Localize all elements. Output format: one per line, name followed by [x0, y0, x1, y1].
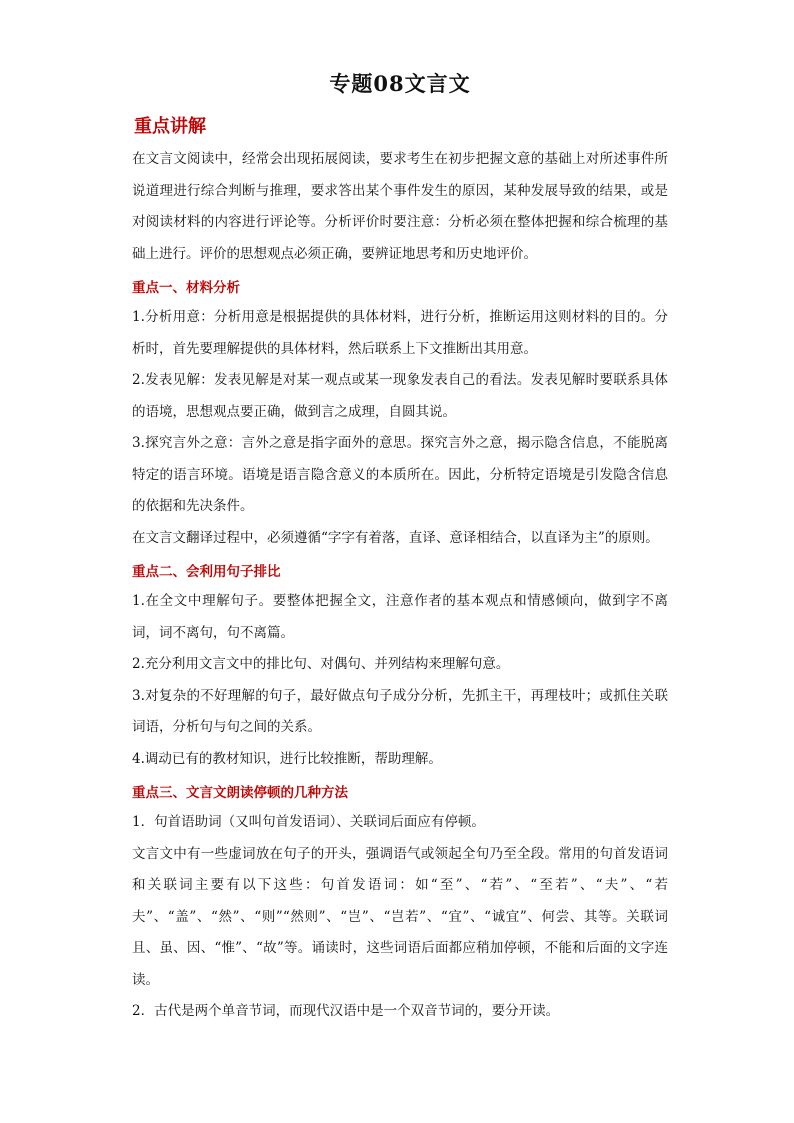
point1-note: 在文言文翻译过程中，必须遵循“字字有着落，直译、意译相结合，以直译为主”的原则。: [132, 529, 659, 546]
point3-item: 1．句首语助词（又叫句首发语词）、关联词后面应有停顿。: [132, 814, 485, 830]
point2-item: 1.在全文中理解句子。要整体把握全文，注意作者的基本观点和情感倾向，做到字不离词，词不离句，句不离篇。: [132, 593, 668, 641]
point1-item: 1.分析用意：分析用意是根据提供的具体材料，进行分析，推断运用这则材料的目的。分析时，首先要理解提供的具体材料，然后联系上下文推断出其用意。: [132, 309, 668, 357]
point1-item: 2.发表见解：发表见解是对某一观点或某一现象发表自己的看法。发表见解时要联系具体的语境，思想观点要正确，做到言之成理，自圆其说。: [132, 372, 668, 420]
point3-paragraph: 文言文中有一些虚词放在句子的开头，强调语气或领起全句乃至全段。常用的句首发语词和关联词主要有以下这些：句首发语词：如“至”、“若”、“至若”、“夫”、“若夫”、“盖”、“然”、“则”“然则”、“岂”、“岂若”、“宜”、“诚宜”、何尝、其等。关联词 且、虽、因、“惟”、“故”等。诵读时，这些词语后面都应稍加停顿，不能和后面的文字连读。: [132, 845, 668, 988]
intro-paragraph: 在文言文阅读中，经常会出现拓展阅读，要求考生在初步把握文意的基础上对所述事件所说道理进行综合判断与推理，要求答出某个事件发生的原因，某种发展导致的结果，或是对阅读材料的内容进行评论等。分析评价时要注意：分析必须在整体把握和综合梳理的基础上进行。评价的思想观点必须正确，要辨证地思考和历史地评价。: [132, 151, 668, 262]
point1-heading: 重点一、材料分析: [132, 280, 240, 296]
point3-heading: 重点三、文言文朗读停顿的几种方法: [132, 785, 348, 801]
point2-item: 3.对复杂的不好理解的句子，最好做点句子成分分析，先抓主干，再理枝叶；或抓住关联词语，分析句与句之间的关系。: [132, 687, 668, 735]
section-heading: 重点讲解: [134, 116, 206, 137]
point1-item: 3.探究言外之意：言外之意是指字面外的意思。探究言外之意，揭示隐含信息，不能脱离特定的语言环境。语境是语言隐含意义的本质所在。因此，分析特定语境是引发隐含信息的依据和先决条件。: [132, 435, 668, 514]
point2-item: 4.调动已有的教材知识，进行比较推断，帮助理解。: [132, 750, 442, 767]
point2-heading: 重点二、会利用句子排比: [132, 564, 281, 580]
point2-item: 2.充分利用文言文中的排比句、对偶句、并列结构来理解句意。: [132, 656, 510, 672]
document-title: 专题08文言文: [329, 71, 471, 96]
point3-item: 2．古代是两个单音节词，而现代汉语中是一个双音节词的，要分开读。: [132, 1003, 560, 1019]
